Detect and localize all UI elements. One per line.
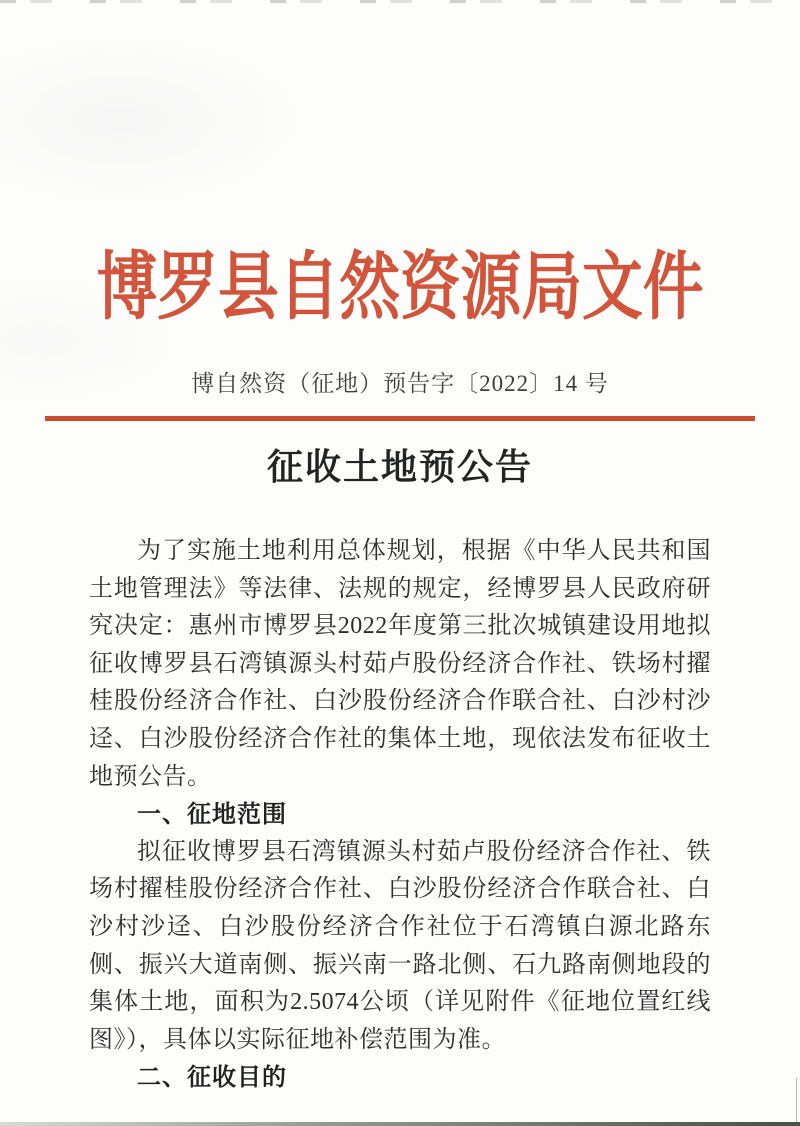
letterhead-red-divider [45, 416, 755, 421]
body-paragraph-land-scope: 拟征收博罗县石湾镇源头村茹卢股份经济合作社、铁场村擢桂股份经济合作社、白沙股份经济合作联合社、白沙村沙迳、白沙股份经济合作社位于石湾镇白源北路东侧、振兴大道南侧、振兴南一路北侧、石九路南侧地段的集体土地，面积为2.5074公顷（详见附件《征地位置红线图》），具体以实际征地补偿范围为准。 [89, 838, 711, 1053]
scan-artifact-bottom-edge [0, 1122, 800, 1126]
letterhead-title: 博罗县自然资源局文件 [96, 247, 704, 329]
document-number: 博自然资（征地）预告字〔2022〕14 号 [191, 371, 609, 396]
scan-artifact-top-edge [0, 0, 800, 3]
document-title: 征收土地预公告 [266, 446, 533, 487]
document-body [89, 533, 711, 1097]
scan-artifact-right-edge [796, 1078, 797, 1126]
body-paragraph-intro: 为了实施土地利用总体规划，根据《中华人民共和国土地管理法》等法律、法规的规定，经博罗县人民政府研究决定：惠州市博罗县2022年度第三批次城镇建设用地拟征收博罗县石湾镇源头村茹卢股份经济合作社、铁场村擢桂股份经济合作社、白沙股份经济合作联合社、白沙村沙迳、白沙股份经济合作社的集体土地，现依法发布征收土地预公告。 [89, 538, 711, 790]
section-heading-expropriation-purpose: 二、征收目的 [137, 1064, 287, 1092]
section-heading-land-scope: 一、征地范围 [137, 801, 287, 829]
